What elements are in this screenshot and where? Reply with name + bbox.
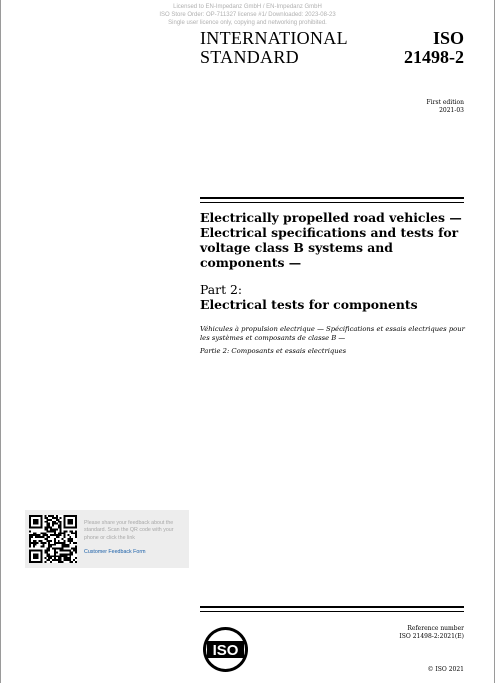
feedback-box bbox=[25, 510, 189, 568]
standard-type bbox=[200, 29, 348, 67]
document-page bbox=[1, 0, 494, 683]
standard-number-line: 21498-2 bbox=[404, 47, 464, 67]
reference-label: Reference number bbox=[407, 625, 464, 632]
standard-number-line: ISO bbox=[432, 28, 464, 48]
footer-rule-thin bbox=[200, 611, 464, 612]
iso-logo-text: ISO bbox=[212, 642, 239, 659]
footer-rule-thick bbox=[200, 606, 464, 608]
part-title: Electrical tests for components bbox=[200, 297, 418, 312]
edition-label: First edition bbox=[426, 99, 464, 106]
title-rule-thick bbox=[200, 197, 464, 199]
french-title: Véhicules à propulsion electrique — Spécifications et essais electriques pour les systèmes et composants de classe B — bbox=[200, 325, 465, 342]
customer-feedback-link[interactable]: Customer Feedback Form bbox=[84, 549, 146, 555]
french-part-title: Partie 2: Composants et essais electriques bbox=[200, 347, 347, 355]
licence-line: Licensed to EN-Impedanz GmbH / EN-Impedanz GmbH bbox=[173, 4, 322, 10]
feedback-text: Please share your feedback about the standard. Scan the QR code with your phone or click the link bbox=[84, 520, 174, 541]
licence-notice bbox=[1, 3, 494, 27]
qr-code-icon[interactable] bbox=[29, 515, 77, 563]
licence-line: Single user licence only, copying and networking prohibited. bbox=[168, 20, 327, 26]
iso-logo-icon bbox=[202, 626, 249, 673]
edition-info bbox=[427, 99, 464, 115]
standard-type-line: INTERNATIONAL bbox=[200, 28, 348, 48]
edition-date: 2021-03 bbox=[439, 107, 464, 114]
licence-line: ISO Store Order: OP-711327 license #1/ Downloaded: 2023-08-23 bbox=[159, 12, 336, 18]
reference-number: ISO 21498-2:2021(E) bbox=[399, 633, 464, 640]
part-label: Part 2: bbox=[200, 282, 243, 297]
title-rule-thin bbox=[200, 202, 464, 203]
standard-type-line: STANDARD bbox=[200, 47, 299, 67]
standard-number bbox=[404, 29, 464, 67]
copyright: © ISO 2021 bbox=[427, 666, 464, 673]
document-title: Electrically propelled road vehicles — Electrical specifications and tests for voltage class B systems and components — bbox=[200, 210, 462, 270]
